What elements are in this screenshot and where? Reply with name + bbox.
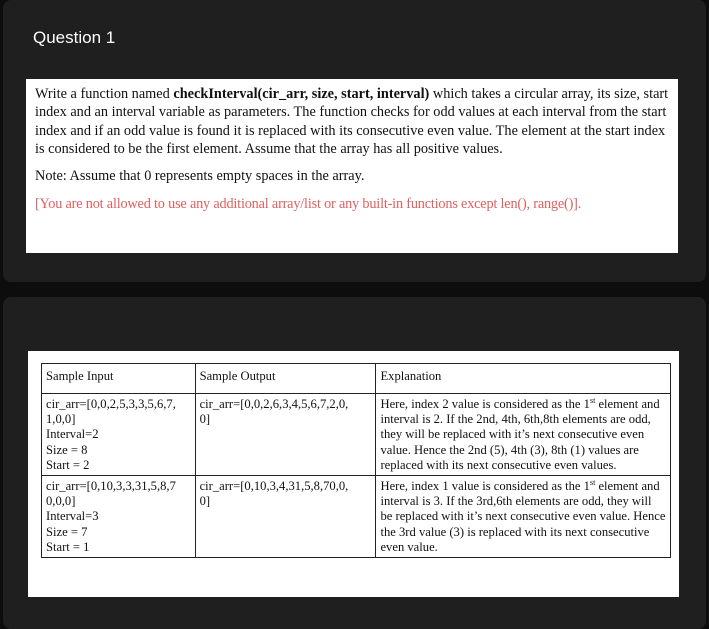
sample-input-cell: cir_arr=[0,0,2,5,3,3,5,6,7, 1,0,0] Interval=2 Size = 8 Start = 2 <box>42 394 196 476</box>
question-statement <box>26 79 678 253</box>
header-explanation: Explanation <box>376 364 671 394</box>
header-sample-input: Sample Input <box>42 364 196 394</box>
table-row <box>42 394 671 476</box>
sample-output-cell: cir_arr=[0,10,3,4,31,5,8,70,0, 0] <box>195 476 376 558</box>
question-title: Question 1 <box>33 28 116 47</box>
explanation-cell: Here, index 2 value is considered as the 1st element and interval is 2. If the 2nd, 4th, 6th,8th elements are odd, they will be replaced with it’s next consecutive even value. Hence the 2nd (5), 4th (3), 8th (1) values are replaced with its next consecutive even values. <box>376 394 671 476</box>
function-name: checkInterval(cir_arr, size, start, interval) <box>173 86 430 102</box>
explanation-cell: Here, index 1 value is considered as the 1st element and interval is 3. If the 3rd,6th elements are odd, they will be replaced with it’s next consecutive even value. Hence the 3rd value (3) is replaced with its next consecutive even value. <box>376 476 671 558</box>
sample-output-cell: cir_arr=[0,0,2,6,3,4,5,6,7,2,0, 0] <box>195 394 376 476</box>
header-sample-output: Sample Output <box>195 364 376 394</box>
sample-table <box>41 363 671 558</box>
table-row <box>42 476 671 558</box>
sample-table-image <box>28 351 679 597</box>
question-text: Write a function named checkInterval(cir_arr, size, start, interval) which takes a circular array, its size, start index and an interval variable as parameters. The function checks for odd values at each interval from the start index and if an odd value is found it is replaced with its consecutive even value. The element at the start index is considered to be the first element. Assume that the array has all positive values. <box>35 86 669 158</box>
table-header-row <box>42 364 671 394</box>
question-restriction: [You are not allowed to use any additional array/list or any built-in functions except len(), range()]. <box>35 196 582 213</box>
sample-input-cell: cir_arr=[0,10,3,3,31,5,8,7 0,0,0] Interval=3 Size = 7 Start = 1 <box>42 476 196 558</box>
question-note: Note: Assume that 0 represents empty spaces in the array. <box>35 167 365 184</box>
